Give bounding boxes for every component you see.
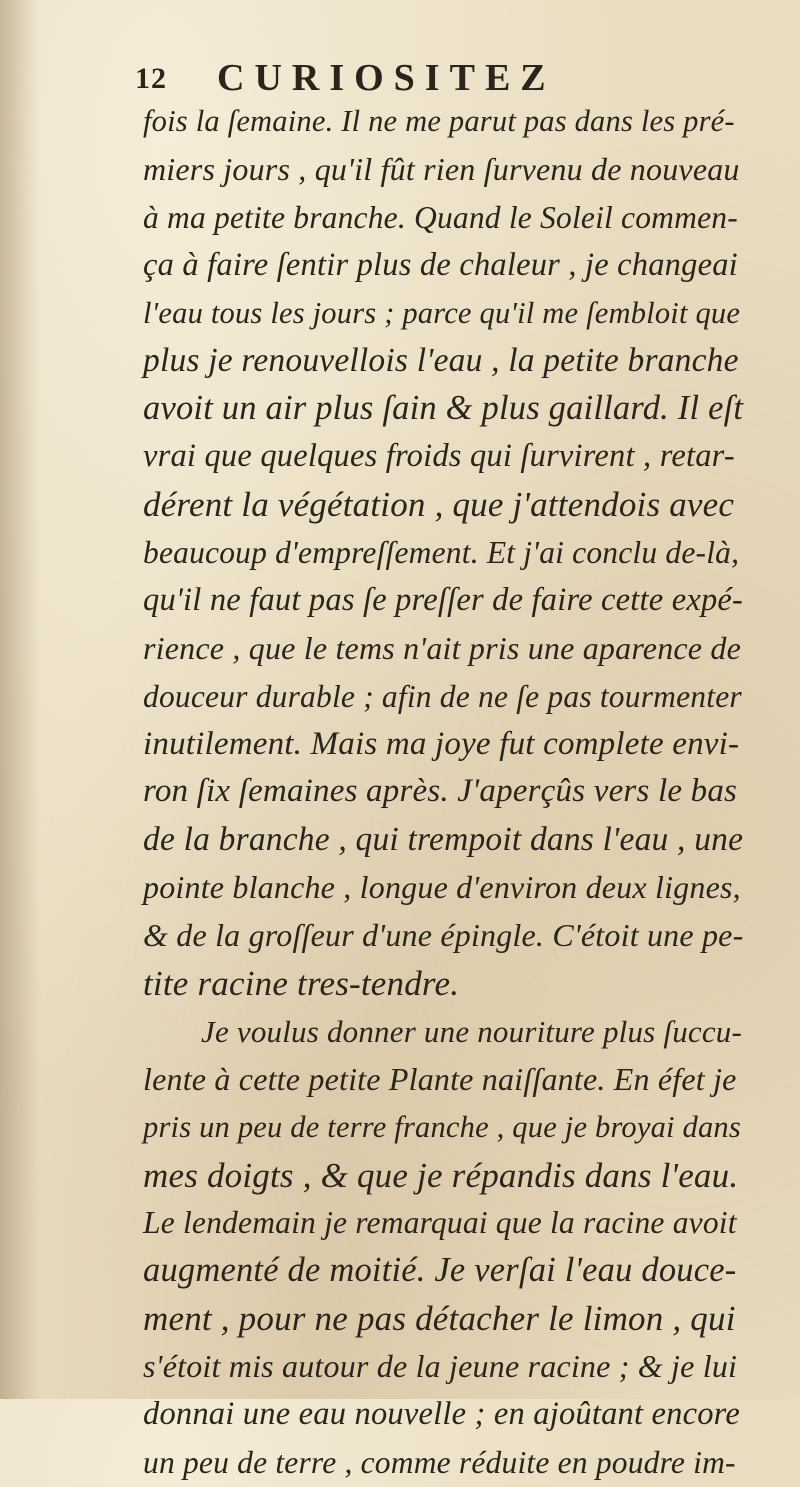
text-line: qu'il ne faut pas ſe preſſer de faire cette expé- (143, 581, 744, 618)
text-line: rience , que le tems n'ait pris une aparence de (143, 629, 742, 666)
page-number: 12 (135, 62, 167, 95)
text-line: de la branche , qui trempoit dans l'eau , une (143, 821, 744, 859)
body-text (143, 98, 743, 1487)
text-line: avoit un air plus ſain & plus gaillard. Il eſt (143, 389, 744, 428)
text-line: inutilement. Mais ma joye fut complete envi- (143, 725, 740, 762)
text-line: ment , pour ne pas détacher le limon , qui (143, 1299, 736, 1339)
text-line: fois la ſemaine. Il ne me parut pas dans les pré- (143, 104, 735, 138)
text-line: l'eau tous les jours ; parce qu'il me ſembloit que (143, 295, 741, 330)
text-line: donnai une eau nouvelle ; en ajoûtant encore (143, 1396, 740, 1433)
text-line: pointe blanche , longue d'environ deux lignes, (143, 869, 741, 906)
text-line: douceur durable ; afin de ne ſe pas tourmenter (143, 678, 742, 714)
paragraph-start-line: Je voulus donner une nouriture plus ſuccu- (201, 1013, 743, 1049)
text-line: s'étoit mis autour de la jeune racine ; & je lui (143, 1348, 738, 1385)
text-line: à ma petite branche. Quand le Soleil commen- (143, 199, 738, 235)
text-line: plus je renouvellois l'eau , la petite branche (143, 342, 739, 380)
text-line: tite racine tres-tendre. (143, 964, 460, 1004)
text-line: dérent la végétation , que j'attendois avec (143, 485, 735, 525)
text-line: lente à cette petite Plante naiſſante. En éfet je (143, 1060, 737, 1097)
text-line: un peu de terre , comme réduite en poudre im- (143, 1444, 736, 1480)
text-line: mes doigts , & que je répandis dans l'eau. (143, 1155, 739, 1195)
text-line: pris un peu de terre franche , que je broyai dans (143, 1109, 741, 1144)
spine-shadow (0, 0, 40, 1399)
running-title: CURIOSITEZ (217, 57, 556, 99)
text-line: vrai que quelques froids qui ſurvirent , retar- (143, 438, 735, 475)
text-line: & de la groſſeur d'une épingle. C'étoit une pe- (143, 917, 744, 954)
text-line: Le lendemain je remarquai que la racine avoit (143, 1205, 737, 1241)
text-line: beaucoup d'empreſſement. Et j'ai conclu de-là, (143, 535, 740, 571)
text-line: augmenté de moitié. Je verſai l'eau douce- (143, 1251, 737, 1290)
text-line: ron ſix ſemaines après. J'aperçûs vers le bas (143, 773, 738, 810)
text-line: miers jours , qu'il fût rien ſurvenu de nouveau (143, 150, 740, 187)
text-line: ça à faire ſentir plus de chaleur , je changeai (143, 246, 738, 283)
